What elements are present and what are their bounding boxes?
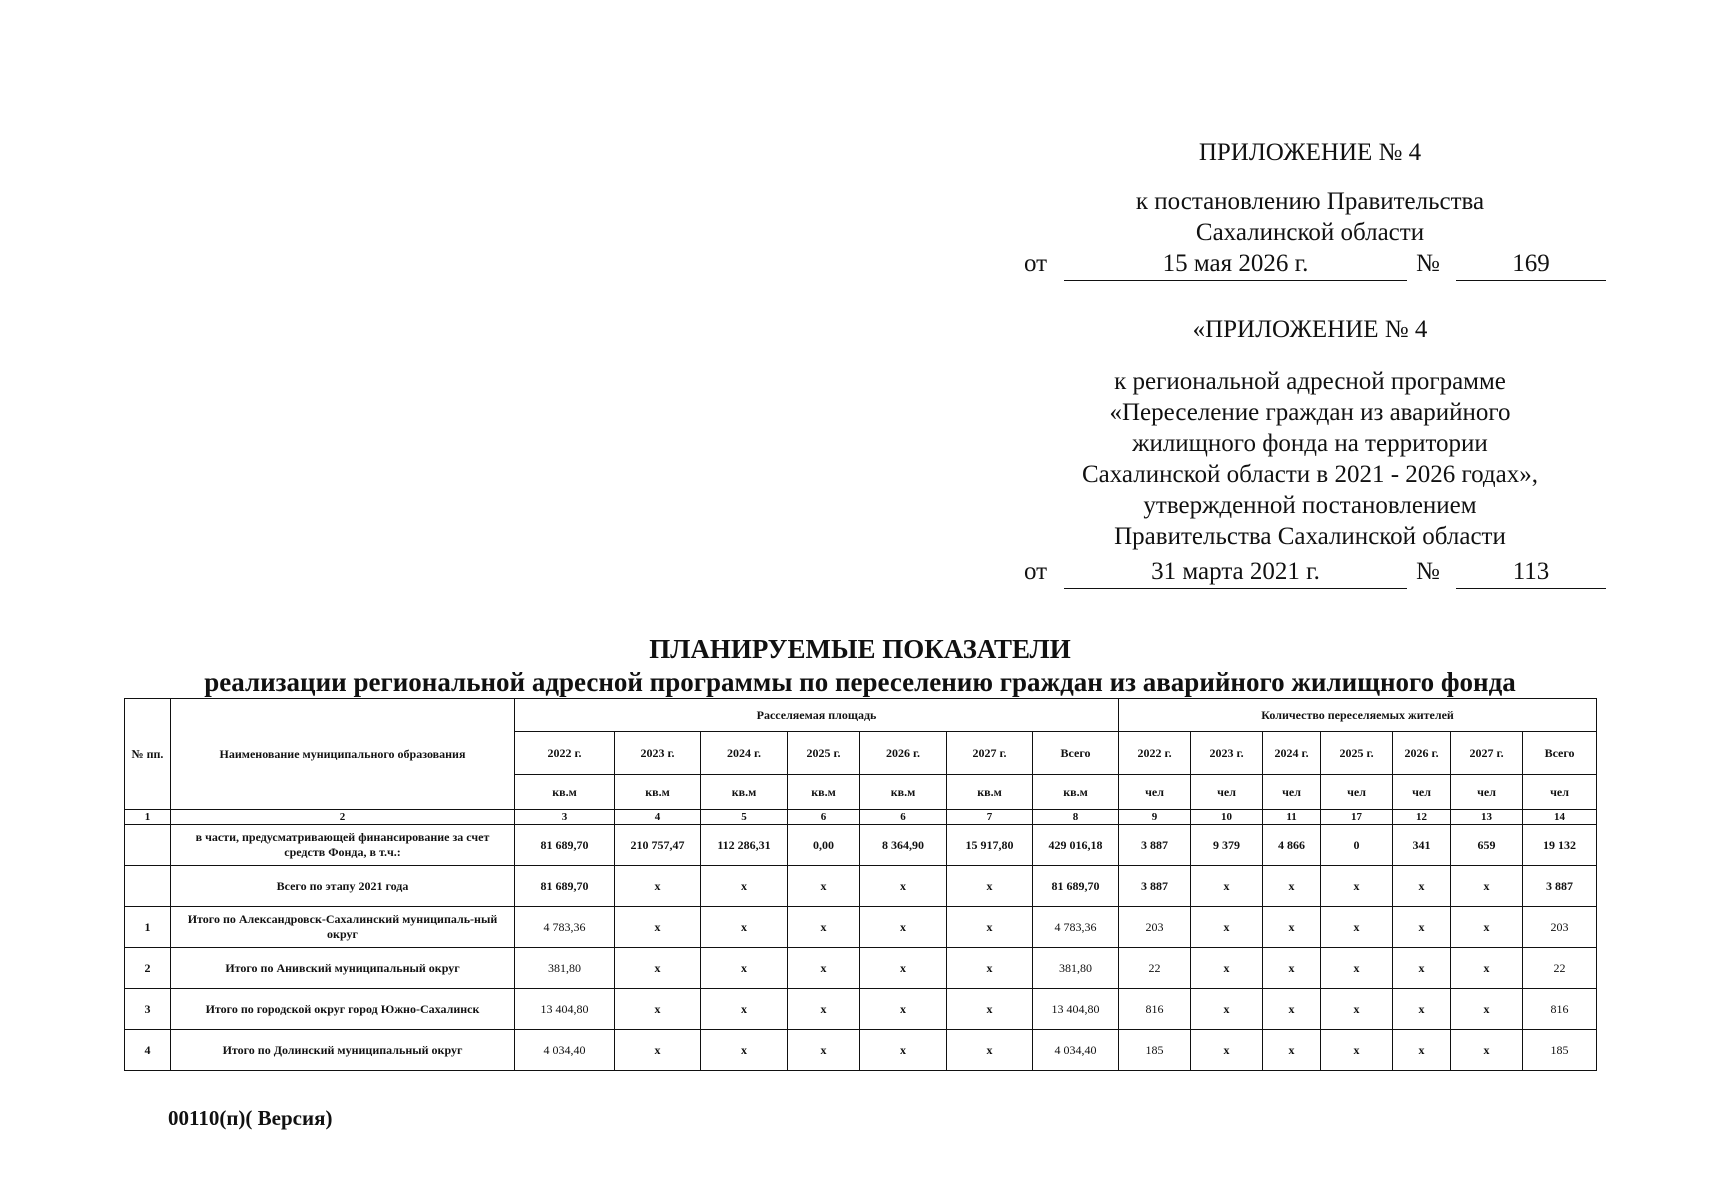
people-total-header: Всего	[1523, 732, 1597, 775]
area-value-cell: 381,80	[1033, 948, 1119, 989]
program-date: 31 марта 2021 г.	[1064, 558, 1407, 589]
unit-header: кв.м	[1033, 775, 1119, 810]
program-date-line	[1024, 558, 1606, 590]
municipality-name: Итого по городской округ город Южно-Сахалинск	[171, 989, 515, 1030]
row-number	[125, 825, 171, 866]
people-value-cell: x	[1321, 1030, 1393, 1071]
people-value-cell: x	[1451, 866, 1523, 907]
area-value-cell: 81 689,70	[515, 866, 615, 907]
people-value-cell: 4 866	[1263, 825, 1321, 866]
col-number: 11	[1263, 810, 1321, 825]
people-value-cell: 816	[1523, 989, 1597, 1030]
area-year-header: 2024 г.	[701, 732, 788, 775]
col-number: 5	[701, 810, 788, 825]
program-line: Сахалинской области в 2021 - 2026 годах»,	[1081, 461, 1539, 488]
people-value-cell: 22	[1523, 948, 1597, 989]
area-value-cell: 13 404,80	[1033, 989, 1119, 1030]
table-row	[125, 825, 1597, 866]
col-number: 7	[947, 810, 1033, 825]
unit-header: чел	[1393, 775, 1451, 810]
people-value-cell: x	[1393, 989, 1451, 1030]
people-value-cell: 9 379	[1191, 825, 1263, 866]
table-row	[125, 866, 1597, 907]
area-value-cell: 4 034,40	[515, 1030, 615, 1071]
people-value-cell: 3 887	[1119, 866, 1191, 907]
area-year-header: 2025 г.	[788, 732, 860, 775]
people-value-cell: x	[1321, 948, 1393, 989]
area-value-cell: 429 016,18	[1033, 825, 1119, 866]
area-value-cell: 8 364,90	[860, 825, 947, 866]
from-label: от	[1024, 250, 1048, 277]
area-year-header: 2027 г.	[947, 732, 1033, 775]
area-value-cell: x	[615, 1030, 701, 1071]
people-value-cell: 0	[1321, 825, 1393, 866]
indicators-table	[124, 698, 1597, 1071]
people-year-header: 2023 г.	[1191, 732, 1263, 775]
program-line: Правительства Сахалинской области	[1114, 523, 1506, 550]
people-value-cell: 816	[1119, 989, 1191, 1030]
people-value-cell: x	[1451, 1030, 1523, 1071]
area-value-cell: 4 783,36	[515, 907, 615, 948]
people-year-header: 2024 г.	[1263, 732, 1321, 775]
program-line: «Переселение граждан из аварийного	[1109, 399, 1511, 426]
unit-header: кв.м	[788, 775, 860, 810]
col-number: 10	[1191, 810, 1263, 825]
area-value-cell: x	[788, 989, 860, 1030]
people-value-cell: x	[1321, 989, 1393, 1030]
document-title: ПЛАНИРУЕМЫЕ ПОКАЗАТЕЛИ	[649, 634, 1071, 664]
appendix-heading: ПРИЛОЖЕНИЕ № 4	[1198, 139, 1422, 166]
col-number: 12	[1393, 810, 1451, 825]
area-value-cell: 4 034,40	[1033, 1030, 1119, 1071]
area-value-cell: 112 286,31	[701, 825, 788, 866]
people-value-cell: x	[1393, 907, 1451, 948]
program-line: жилищного фонда на территории	[1132, 430, 1488, 457]
people-value-cell: x	[1321, 907, 1393, 948]
area-value-cell: x	[701, 1030, 788, 1071]
people-year-header: 2022 г.	[1119, 732, 1191, 775]
program-reference	[1010, 366, 1610, 552]
people-value-cell: 185	[1119, 1030, 1191, 1071]
col-number: 3	[515, 810, 615, 825]
people-value-cell: 3 887	[1119, 825, 1191, 866]
area-value-cell: x	[788, 866, 860, 907]
col-number: 4	[615, 810, 701, 825]
area-value-cell: x	[701, 866, 788, 907]
table-row	[125, 907, 1597, 948]
municipality-name: Итого по Александровск-Сахалинский муниципаль-ный округ	[171, 907, 515, 948]
area-year-header: 2026 г.	[860, 732, 947, 775]
resolution-number: 169	[1456, 250, 1606, 281]
area-value-cell: x	[615, 948, 701, 989]
area-value-cell: x	[615, 989, 701, 1030]
resolution-line: Сахалинской области	[1195, 219, 1425, 246]
area-value-cell: 381,80	[515, 948, 615, 989]
people-value-cell: x	[1321, 866, 1393, 907]
people-value-cell: x	[1191, 989, 1263, 1030]
program-appendix-heading: «ПРИЛОЖЕНИЕ № 4	[1192, 316, 1428, 343]
people-value-cell: x	[1451, 907, 1523, 948]
row-number	[125, 866, 171, 907]
row-number: 1	[125, 907, 171, 948]
row-number: 2	[125, 948, 171, 989]
area-value-cell: x	[615, 907, 701, 948]
area-value-cell: x	[788, 1030, 860, 1071]
group-header-area: Расселяемая площадь	[515, 699, 1119, 732]
people-value-cell: x	[1393, 948, 1451, 989]
document-subtitle: реализации региональной адресной программы по переселению граждан из аварийного жилищного фонда	[204, 667, 1516, 697]
unit-header: кв.м	[515, 775, 615, 810]
area-year-header: 2022 г.	[515, 732, 615, 775]
area-value-cell: 13 404,80	[515, 989, 615, 1030]
unit-header: чел	[1321, 775, 1393, 810]
col-header-name: Наименование муниципального образования	[171, 699, 515, 810]
col-number: 13	[1451, 810, 1523, 825]
document-code: 00110(п)( Версия)	[168, 1106, 333, 1130]
program-line: к региональной адресной программе	[1114, 368, 1506, 395]
people-value-cell: x	[1451, 989, 1523, 1030]
unit-header: чел	[1523, 775, 1597, 810]
resolution-date: 15 мая 2026 г.	[1064, 250, 1407, 281]
number-label: №	[1416, 250, 1440, 277]
area-value-cell: x	[701, 948, 788, 989]
people-value-cell: x	[1191, 907, 1263, 948]
area-value-cell: 4 783,36	[1033, 907, 1119, 948]
col-number: 6	[860, 810, 947, 825]
people-value-cell: x	[1263, 866, 1321, 907]
area-value-cell: x	[947, 948, 1033, 989]
program-line: утвержденной постановлением	[1143, 492, 1477, 519]
area-year-header: 2023 г.	[615, 732, 701, 775]
area-value-cell: 210 757,47	[615, 825, 701, 866]
number-label: №	[1416, 558, 1440, 585]
area-value-cell: x	[860, 989, 947, 1030]
unit-header: кв.м	[615, 775, 701, 810]
unit-header: чел	[1451, 775, 1523, 810]
unit-header: чел	[1191, 775, 1263, 810]
people-year-header: 2027 г.	[1451, 732, 1523, 775]
row-number: 3	[125, 989, 171, 1030]
table-row	[125, 989, 1597, 1030]
col-number: 2	[171, 810, 515, 825]
table-row	[125, 1030, 1597, 1071]
people-value-cell: 203	[1119, 907, 1191, 948]
municipality-name: Итого по Долинский муниципальный округ	[171, 1030, 515, 1071]
from-label: от	[1024, 558, 1048, 585]
people-value-cell: x	[1393, 866, 1451, 907]
people-value-cell: 341	[1393, 825, 1451, 866]
people-value-cell: x	[1263, 989, 1321, 1030]
table-body	[125, 825, 1597, 1071]
area-value-cell: 0,00	[788, 825, 860, 866]
col-number: 6	[788, 810, 860, 825]
col-number: 9	[1119, 810, 1191, 825]
unit-header: чел	[1119, 775, 1191, 810]
table-row	[125, 948, 1597, 989]
area-value-cell: x	[701, 907, 788, 948]
people-value-cell: x	[1263, 948, 1321, 989]
municipality-name: в части, предусматривающей финансирование за счет средств Фонда, в т.ч.:	[171, 825, 515, 866]
area-value-cell: x	[860, 948, 947, 989]
people-value-cell: 659	[1451, 825, 1523, 866]
people-value-cell: x	[1263, 907, 1321, 948]
people-value-cell: 203	[1523, 907, 1597, 948]
people-value-cell: x	[1191, 866, 1263, 907]
people-value-cell: 185	[1523, 1030, 1597, 1071]
people-value-cell: x	[1191, 948, 1263, 989]
people-value-cell: x	[1451, 948, 1523, 989]
area-value-cell: x	[860, 866, 947, 907]
resolution-line: к постановлению Правительства	[1135, 188, 1485, 215]
resolution-date-line	[1024, 250, 1606, 282]
col-number: 14	[1523, 810, 1597, 825]
row-number: 4	[125, 1030, 171, 1071]
area-value-cell: x	[947, 907, 1033, 948]
municipality-name: Итого по Анивский муниципальный округ	[171, 948, 515, 989]
area-value-cell: 15 917,80	[947, 825, 1033, 866]
unit-header: кв.м	[701, 775, 788, 810]
area-value-cell: 81 689,70	[1033, 866, 1119, 907]
program-number: 113	[1456, 558, 1606, 589]
group-header-people: Количество переселяемых жителей	[1119, 699, 1597, 732]
col-number: 17	[1321, 810, 1393, 825]
area-value-cell: x	[615, 866, 701, 907]
col-number: 8	[1033, 810, 1119, 825]
resolution-reference	[1010, 186, 1610, 248]
people-value-cell: 3 887	[1523, 866, 1597, 907]
col-header-number: № пп.	[125, 699, 171, 810]
municipality-name: Всего по этапу 2021 года	[171, 866, 515, 907]
area-value-cell: x	[860, 907, 947, 948]
people-year-header: 2025 г.	[1321, 732, 1393, 775]
area-value-cell: x	[860, 1030, 947, 1071]
people-value-cell: x	[1263, 1030, 1321, 1071]
col-number: 1	[125, 810, 171, 825]
people-value-cell: 19 132	[1523, 825, 1597, 866]
area-value-cell: x	[788, 907, 860, 948]
area-value-cell: 81 689,70	[515, 825, 615, 866]
area-total-header: Всего	[1033, 732, 1119, 775]
unit-header: кв.м	[947, 775, 1033, 810]
area-value-cell: x	[947, 1030, 1033, 1071]
unit-header: чел	[1263, 775, 1321, 810]
people-year-header: 2026 г.	[1393, 732, 1451, 775]
area-value-cell: x	[947, 866, 1033, 907]
unit-header: кв.м	[860, 775, 947, 810]
area-value-cell: x	[947, 989, 1033, 1030]
people-value-cell: x	[1393, 1030, 1451, 1071]
people-value-cell: 22	[1119, 948, 1191, 989]
people-value-cell: x	[1191, 1030, 1263, 1071]
area-value-cell: x	[788, 948, 860, 989]
area-value-cell: x	[701, 989, 788, 1030]
